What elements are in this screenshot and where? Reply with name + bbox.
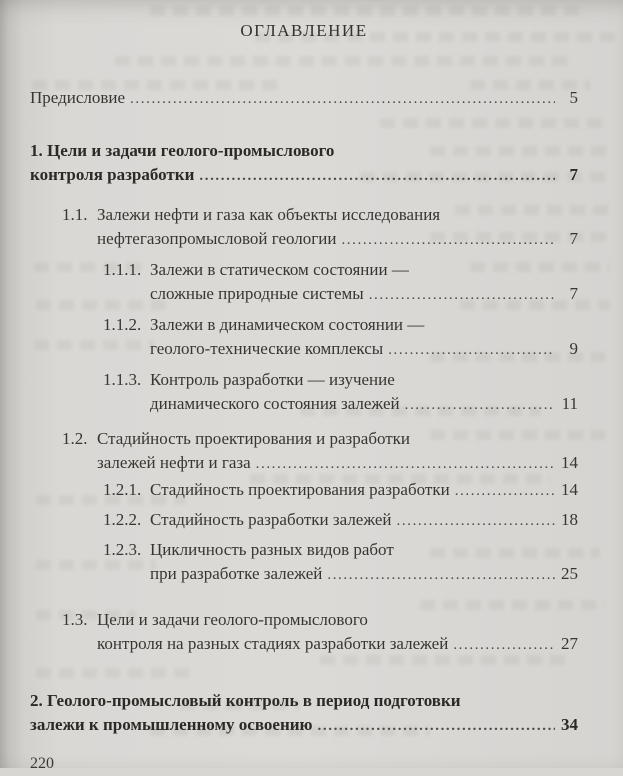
entry-text: при разработке залежей [150, 564, 323, 583]
entry-text: Стадийность разработки залежей [150, 510, 392, 529]
dot-leader [341, 227, 555, 252]
entry-number: 1.1.1. [103, 260, 142, 279]
toc-entry-1-1 [30, 203, 578, 252]
page-number: 5 [569, 88, 578, 107]
entry-number: 1.2.1. [103, 480, 142, 499]
dot-leader [397, 508, 555, 533]
dot-leader [327, 562, 555, 587]
toc-entry-1-1-2 [30, 313, 578, 362]
dot-leader [405, 392, 555, 417]
toc-entry-1-1-3 [30, 368, 578, 417]
page-number: 7 [569, 229, 578, 248]
entry-number: 1.2. [62, 429, 88, 448]
page-number: 34 [561, 715, 578, 734]
entry-text: 2. Геолого-промысловый контроль в период подготовки [30, 691, 461, 710]
dot-leader [388, 337, 555, 362]
entry-number: 1.3. [62, 610, 88, 629]
entry-text: Залежи в статическом состоянии — [150, 260, 409, 279]
toc-entry-chapter-1 [30, 139, 578, 188]
entry-text: 1. Цели и задачи геолого-промыслового [30, 141, 335, 160]
entry-text: Цели и задачи геолого-промыслового [97, 610, 368, 629]
entry-text: Предисловие [30, 88, 126, 107]
page-number: 11 [561, 394, 578, 413]
page-number: 7 [569, 165, 578, 184]
entry-text: Залежи в динамическом состоянии — [150, 315, 425, 334]
dot-leader [130, 86, 555, 111]
entry-text: Цикличность разных видов работ [150, 540, 394, 559]
toc-entry-1-2-1 [30, 478, 578, 503]
dot-leader [256, 451, 555, 476]
folio-page-number: 220 [30, 755, 54, 772]
entry-text: Залежи нефти и газа как объекты исследования [97, 205, 441, 224]
entry-text: Стадийность проектирования и разработки [97, 429, 411, 448]
dot-leader [318, 713, 555, 738]
toc-entry-1-2-2 [30, 508, 578, 533]
toc-entry-preface [30, 86, 578, 111]
page-number: 14 [561, 453, 578, 472]
entry-text: сложные природные системы [150, 284, 364, 303]
entry-text: контроля разработки [30, 165, 195, 184]
entry-number: 1.1.3. [103, 370, 142, 389]
entry-number: 1.2.2. [103, 510, 142, 529]
entry-text: динамического состояния залежей [150, 394, 400, 413]
page-number: 27 [561, 634, 578, 653]
dot-leader [199, 163, 555, 188]
toc-content [30, 20, 578, 776]
page-number: 7 [569, 284, 578, 303]
entry-text: залежи к промышленному освоению [30, 715, 313, 734]
entry-number: 1.2.3. [103, 540, 142, 559]
dot-leader [453, 632, 555, 657]
page-number: 9 [569, 339, 578, 358]
page-number: 25 [561, 564, 578, 583]
toc-heading: ОГЛАВЛЕНИЕ [240, 21, 368, 40]
entry-text: Контроль разработки — изучение [150, 370, 395, 389]
page-number: 14 [561, 480, 578, 499]
entry-number: 1.1. [62, 205, 88, 224]
dot-leader [369, 282, 555, 307]
page-number: 18 [561, 510, 578, 529]
entry-text: Стадийность проектирования разработки [150, 480, 450, 499]
entry-number: 1.1.2. [103, 315, 142, 334]
bleed-through-artifact [150, 6, 580, 16]
dot-leader [455, 478, 555, 503]
entry-text: геолого-технические комплексы [150, 339, 384, 358]
toc-entry-1-3 [30, 608, 578, 657]
toc-entry-1-2-3 [30, 538, 578, 587]
entry-text: залежей нефти и газа [97, 453, 251, 472]
entry-text: нефтегазопромысловой геологии [97, 229, 337, 248]
toc-entry-chapter-2 [30, 689, 578, 738]
toc-entry-1-2 [30, 427, 578, 476]
toc-entry-1-1-1 [30, 258, 578, 307]
entry-text: контроля на разных стадиях разработки залежей [97, 634, 449, 653]
